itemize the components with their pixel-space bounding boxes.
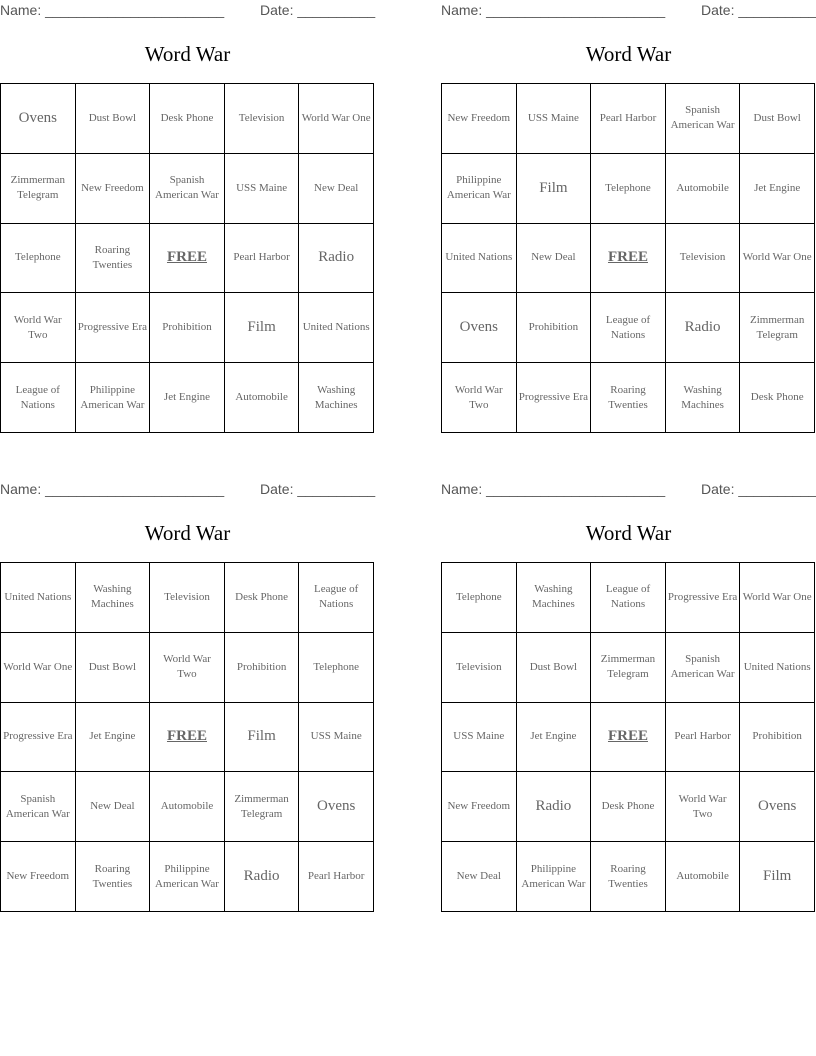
bingo-cell: Desk Phone [150,84,225,154]
bingo-cell: Spanish American War [1,772,76,842]
card-header [441,479,816,501]
bingo-grid [0,562,374,912]
bingo-cell: New Freedom [76,154,151,224]
bingo-cell: Pearl Harbor [591,84,666,154]
bingo-cell: United Nations [442,224,517,294]
bingo-cell: Desk Phone [740,363,815,433]
date-field: Date: __________ [701,2,816,18]
bingo-cell: World War Two [666,772,741,842]
bingo-cell: Dust Bowl [76,633,151,703]
bingo-cell: Washing Machines [76,563,151,633]
bingo-card-4 [441,479,816,909]
bingo-cell: USS Maine [442,703,517,773]
name-field: Name: _______________________ [441,2,666,18]
bingo-cell: USS Maine [299,703,374,773]
bingo-cell: Automobile [666,154,741,224]
bingo-cell: Pearl Harbor [666,703,741,773]
bingo-cell: Spanish American War [150,154,225,224]
bingo-cell: New Deal [442,842,517,912]
date-field: Date: __________ [260,481,376,497]
bingo-cell: World War Two [1,293,76,363]
free-space: FREE [591,703,666,773]
bingo-cell: Zimmerman Telegram [740,293,815,363]
bingo-cell: Dust Bowl [740,84,815,154]
bingo-cell: Ovens [442,293,517,363]
bingo-cell: Washing Machines [517,563,592,633]
bingo-cell: Pearl Harbor [299,842,374,912]
bingo-cell: Spanish American War [666,84,741,154]
bingo-cell: League of Nations [299,563,374,633]
bingo-cell: New Deal [299,154,374,224]
bingo-cell: Progressive Era [1,703,76,773]
bingo-cell: Roaring Twenties [76,842,151,912]
bingo-cell: United Nations [1,563,76,633]
bingo-cell: Automobile [225,363,300,433]
name-field: Name: _______________________ [0,481,225,497]
bingo-cell: Film [225,293,300,363]
bingo-cell: Radio [517,772,592,842]
bingo-cell: Zimmerman Telegram [591,633,666,703]
bingo-cell: Progressive Era [666,563,741,633]
bingo-cell: New Freedom [1,842,76,912]
bingo-cell: Spanish American War [666,633,741,703]
bingo-cell: Philippine American War [150,842,225,912]
bingo-cell: World War Two [150,633,225,703]
bingo-cell: Film [517,154,592,224]
bingo-cell: Television [442,633,517,703]
bingo-cell: Desk Phone [591,772,666,842]
bingo-cell: Washing Machines [666,363,741,433]
bingo-cell: United Nations [740,633,815,703]
card-header [441,0,816,22]
card-title: Word War [585,42,672,66]
free-space: FREE [591,224,666,294]
name-field: Name: _______________________ [441,481,666,497]
bingo-cell: Zimmerman Telegram [225,772,300,842]
bingo-cell: League of Nations [591,563,666,633]
bingo-grid [0,83,374,433]
bingo-cell: Zimmerman Telegram [1,154,76,224]
bingo-cell: World War One [740,563,815,633]
card-header [0,479,375,501]
bingo-cell: World War Two [442,363,517,433]
bingo-cell: League of Nations [1,363,76,433]
bingo-cell: Ovens [740,772,815,842]
bingo-cell: Pearl Harbor [225,224,300,294]
bingo-cell: Philippine American War [517,842,592,912]
bingo-cell: USS Maine [225,154,300,224]
bingo-cell: World War One [299,84,374,154]
bingo-cell: Prohibition [150,293,225,363]
bingo-cell: Dust Bowl [76,84,151,154]
bingo-cell: Roaring Twenties [76,224,151,294]
bingo-cell: Washing Machines [299,363,374,433]
bingo-card-1 [0,0,375,430]
bingo-cell: Telephone [591,154,666,224]
bingo-cell: Progressive Era [517,363,592,433]
bingo-cell: Telephone [299,633,374,703]
bingo-cell: Philippine American War [442,154,517,224]
free-space: FREE [150,224,225,294]
bingo-cell: Radio [299,224,374,294]
bingo-cell: Philippine American War [76,363,151,433]
bingo-cell: Radio [225,842,300,912]
bingo-cell: New Freedom [442,772,517,842]
bingo-cell: Automobile [666,842,741,912]
bingo-cell: Telephone [442,563,517,633]
bingo-cell: Prohibition [517,293,592,363]
bingo-cell: Television [150,563,225,633]
free-space: FREE [150,703,225,773]
bingo-cell: Jet Engine [740,154,815,224]
bingo-cell: Roaring Twenties [591,363,666,433]
card-title: Word War [144,521,231,545]
bingo-cell: World War One [1,633,76,703]
bingo-cell: Desk Phone [225,563,300,633]
bingo-cell: World War One [740,224,815,294]
bingo-cell: United Nations [299,293,374,363]
bingo-cell: New Deal [517,224,592,294]
bingo-cell: League of Nations [591,293,666,363]
bingo-card-3 [0,479,375,909]
bingo-card-2 [441,0,816,430]
bingo-grid [441,562,815,912]
bingo-cell: Jet Engine [76,703,151,773]
bingo-cell: Telephone [1,224,76,294]
bingo-cell: Ovens [1,84,76,154]
card-title: Word War [144,42,231,66]
bingo-cell: Film [740,842,815,912]
name-field: Name: _______________________ [0,2,225,18]
bingo-cell: Ovens [299,772,374,842]
bingo-cell: Jet Engine [517,703,592,773]
bingo-cell: Jet Engine [150,363,225,433]
card-header [0,0,375,22]
bingo-cell: Progressive Era [76,293,151,363]
bingo-grid [441,83,815,433]
bingo-cell: Television [666,224,741,294]
bingo-cell: Film [225,703,300,773]
bingo-cell: New Deal [76,772,151,842]
bingo-cell: Prohibition [225,633,300,703]
date-field: Date: __________ [701,481,816,497]
bingo-cell: Dust Bowl [517,633,592,703]
bingo-cell: New Freedom [442,84,517,154]
bingo-cell: Prohibition [740,703,815,773]
bingo-cell: Automobile [150,772,225,842]
bingo-cell: Roaring Twenties [591,842,666,912]
date-field: Date: __________ [260,2,376,18]
bingo-cell: USS Maine [517,84,592,154]
card-title: Word War [585,521,672,545]
bingo-cell: Radio [666,293,741,363]
bingo-cell: Television [225,84,300,154]
